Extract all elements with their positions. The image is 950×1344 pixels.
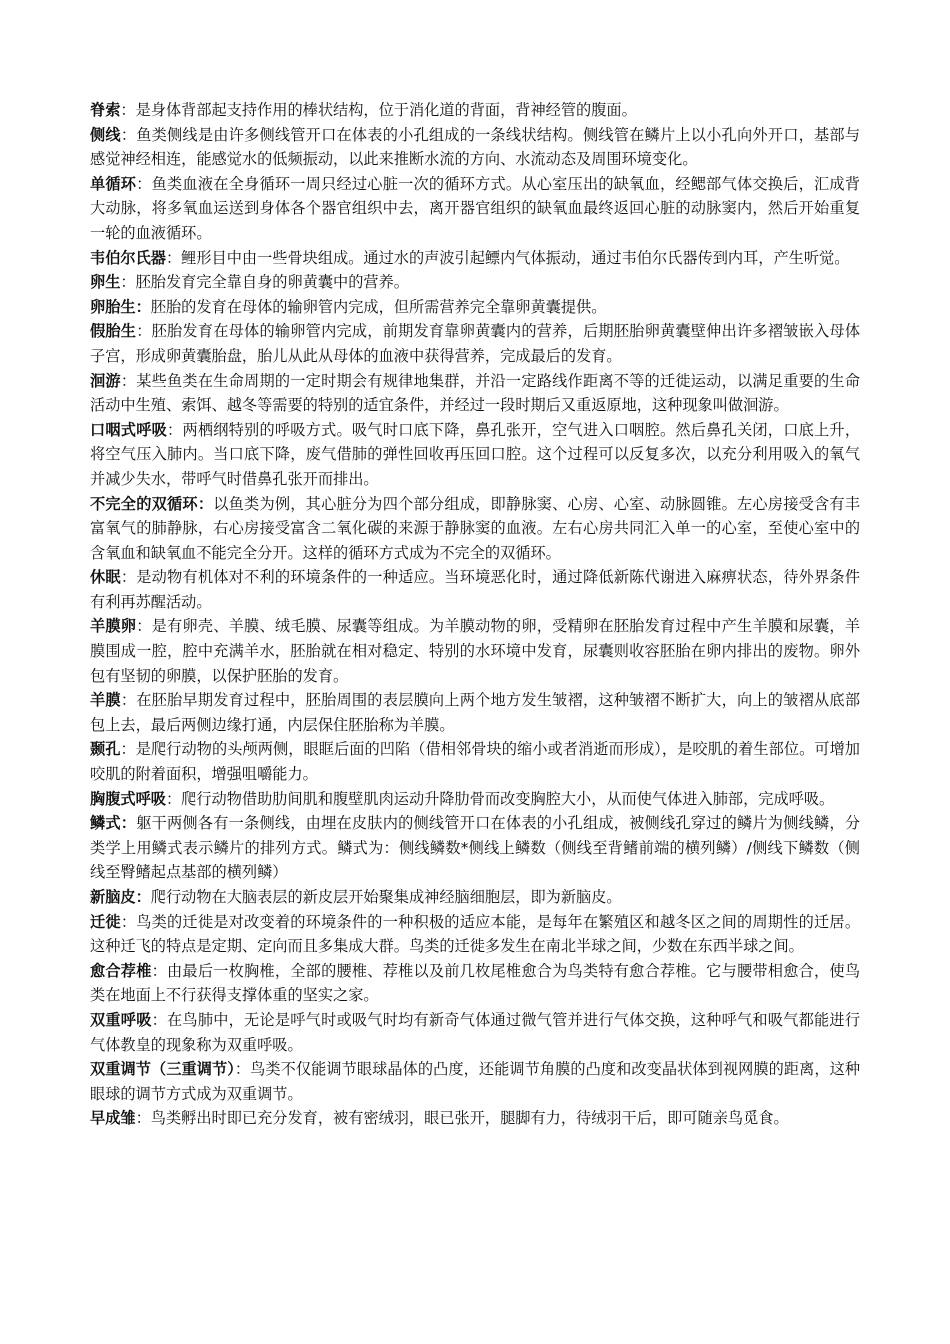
definition: 胚胎的发育在母体的输卵管内完成，但所需营养完全靠卵黄囊提供。: [150, 297, 607, 316]
separator: ：: [120, 912, 137, 931]
entry-amniotic-egg: [90, 614, 860, 688]
document-page: [90, 98, 860, 1131]
entry-dormancy: [90, 565, 860, 614]
entry-amnion: [90, 688, 860, 737]
entry-migration-fish: [90, 369, 860, 418]
definition: 鱼类血液在全身循环一周只经过心脏一次的循环方式。从心室压出的缺氧血，经鳃部气体交换后，汇成背大动脉，将多氧血运送到身体各个器官组织中去，离开器官组织的缺氧血最终返回心脏的动脉窦内，然后开始重复一轮的血液循环。: [90, 174, 861, 242]
separator: ：: [151, 1010, 168, 1029]
definition: 某些鱼类在生命周期的一定时期会有规律地集群，并沿一定路线作距离不等的迁徙运动，以满足重要的生命活动中生殖、索饵、越冬等需要的特别的适宜条件，并经过一段时期后又重返原地，这种现象叫做洄游。: [90, 371, 861, 415]
separator: ：: [151, 961, 168, 980]
entry-oviparity: [90, 270, 860, 295]
term: 假胎生: [90, 322, 137, 341]
term: 新脑皮：: [90, 888, 151, 906]
separator: ：: [120, 740, 136, 759]
definition: 胚胎发育在母体的输卵管内完成，前期发育靠卵黄囊内的营养，后期胚胎卵黄囊壁伸出许多褶皱嵌入母体子宫，形成卵黄囊胎盘，胎儿从此从母体的血液中获得营养，完成最后的发育。: [90, 322, 861, 365]
term: 不完全的双循环：: [90, 494, 214, 513]
separator: ：: [135, 1109, 151, 1128]
entry-incomplete-double-circulation: [90, 492, 860, 566]
entry-weberian-apparatus: [90, 246, 860, 271]
term: 侧线: [90, 125, 121, 144]
entry-synsacrum: [90, 959, 860, 1008]
term: 单循环: [90, 174, 137, 193]
entry-scale-formula: [90, 811, 860, 885]
term: 卵生: [90, 273, 121, 292]
term: 羊膜: [90, 691, 121, 710]
separator: ：: [165, 789, 182, 808]
term: 双重调节（三重调节）: [90, 1060, 235, 1079]
separator: ：: [136, 322, 152, 341]
entry-notochord: [90, 98, 860, 123]
definition: 爬行动物借助肋间肌和腹壁肌肉运动升降肋骨而改变胸腔大小，从而使气体进入肺部，完成呼吸。: [181, 789, 835, 808]
definition: 躯干两侧各有一条侧线，由埋在皮肤内的侧线管开口在体表的小孔组成，被侧线孔穿过的鳞片为侧线鳞，分类学上用鳞式表示鳞片的排列方式。鳞式为：侧线鳞数*侧线上鳞数（侧线至背鳍前端的横列鳞）/侧线下鳞数（侧线至臀鳍起点基部的横列鳞）: [90, 814, 861, 882]
term: 双重呼吸: [90, 1010, 152, 1029]
entry-double-accommodation: [90, 1057, 860, 1106]
definition: 鲤形目中由一些骨块组成。通过水的声波引起鳔内气体振动，通过韦伯尔氏器传到内耳，产生听觉。: [181, 248, 850, 267]
definition: 在鸟肺中，无论是呼气时或吸气时均有新奇气体通过微气管并进行气体交换，这种呼气和吸气都能进行气体教皇的现象称为双重呼吸。: [90, 1010, 861, 1054]
entry-buccopharyngeal-respiration: [90, 418, 860, 492]
separator: ：: [120, 273, 136, 292]
separator: ：: [120, 568, 137, 587]
separator: ：: [136, 617, 152, 636]
term: 韦伯尔氏器: [90, 248, 166, 267]
term: 脊索: [90, 101, 121, 119]
term: 卵胎生：: [90, 297, 151, 316]
separator: ：: [120, 125, 137, 144]
term: 颞孔: [90, 740, 121, 759]
term: 羊膜卵: [90, 617, 137, 636]
separator: ：: [120, 101, 136, 119]
entry-ovoviviparity: [90, 295, 860, 320]
definition: 在胚胎早期发育过程中，胚胎周围的表层膜向上两个地方发生皱褶，这种皱褶不断扩大，向上的皱褶从底部包上去，最后两侧边缘打通，内层保住胚胎称为羊膜。: [90, 691, 861, 734]
entry-temporal-fenestra: [90, 737, 860, 786]
entry-lateral-line: [90, 123, 860, 172]
term: 迁徙: [90, 912, 121, 931]
entry-pseudoviviparity: [90, 319, 860, 368]
separator: ：: [167, 420, 183, 439]
definition: 鱼类侧线是由许多侧线管开口在体表的小孔组成的一条线状结构。侧线管在鳞片上以小孔向外开口，基部与感觉神经相连，能感觉水的低频振动，以此来推断水流的方向、水流动态及周围环境变化。: [90, 125, 861, 169]
entry-neopallium: [90, 885, 860, 910]
definition: 是身体背部起支持作用的棒状结构，位于消化道的背面，背神经管的腹面。: [135, 101, 637, 119]
term: 胸腹式呼吸: [90, 789, 166, 808]
entry-precocial-chick: [90, 1106, 860, 1131]
entry-double-respiration: [90, 1008, 860, 1057]
term: 早成雏: [90, 1109, 136, 1128]
entry-single-circulation: [90, 172, 860, 246]
term: 休眠: [90, 568, 121, 587]
separator: ：: [165, 248, 182, 267]
separator: ：: [120, 371, 137, 390]
definition: 是动物有机体对不利的环境条件的一种适应。当环境恶化时，通过降低新陈代谢进入麻痹状态，待外界条件有利再苏醒活动。: [90, 568, 861, 611]
entry-thoracoabdominal-respiration: [90, 787, 860, 812]
definition: 鸟类的迁徙是对改变着的环境条件的一种积极的适应本能，是每年在繁殖区和越冬区之间的周期性的迁居。这种迁飞的特点是定期、定向而且多集成大群。鸟类的迁徙多发生在南北半球之间，少数在东西半球之间。: [90, 912, 861, 956]
term: 洄游: [90, 371, 121, 390]
definition: 以鱼类为例，其心脏分为四个部分组成，即静脉窦、心房、心室、动脉圆锥。左心房接受含有丰富氧气的肺静脉，右心房接受富含二氧化碳的来源于静脉窦的血液。左右心房共同汇入单一的心室，至使心室中的含氧血和缺氧血不能完全分开。这样的循环方式成为不完全的双循环。: [90, 494, 861, 562]
definition: 鸟类孵出时即已充分发育，被有密绒羽，眼已张开，腿脚有力，待绒羽干后，即可随亲鸟觅食。: [150, 1109, 789, 1128]
term: 愈合荐椎: [90, 961, 152, 980]
separator: ：: [120, 691, 137, 710]
definition: 是有卵壳、羊膜、绒毛膜、尿囊等组成。为羊膜动物的卵，受精卵在胚胎发育过程中产生羊膜和尿囊，羊膜围成一腔，腔中充满羊水，胚胎就在相对稳定、特别的水环境中发育，尿囊则收容胚胎在卵内排出的废物。卵外包有坚韧的卵膜，以保护胚胎的发育。: [90, 617, 861, 685]
definition: 鸟类不仅能调节眼球晶体的凸度，还能调节角膜的凸度和改变晶状体到视网膜的距离，这种眼球的调节方式成为双重调节。: [90, 1060, 861, 1103]
definition: 两栖纲特别的呼吸方式。吸气时口底下降，鼻孔张开，空气进入口咽腔。然后鼻孔关闭，口底上升，将空气压入肺内。当口底下降，废气借肺的弹性回收再压回口腔。这个过程可以反复多次，以充分利用吸入的氧气并减少失水，带呼气时借鼻孔张开而排出。: [90, 420, 861, 488]
separator: ：: [136, 174, 152, 193]
definition: 是爬行动物的头颅两侧，眼眶后面的凹陷（借相邻骨块的缩小或者消逝而形成），是咬肌的着生部位。可增加咬肌的附着面积，增强咀嚼能力。: [90, 740, 860, 784]
definition: 胚胎发育完全靠自身的卵黄囊中的营养。: [135, 273, 409, 292]
separator: ：: [234, 1060, 251, 1079]
definition: 由最后一枚胸椎，全部的腰椎、荐椎以及前几枚尾椎愈合为鸟类特有愈合荐椎。它与腰带相愈合，使鸟类在地面上不行获得支撑体重的坚实之家。: [90, 961, 861, 1005]
definition: 爬行动物在大脑表层的新皮层开始聚集成神经脑细胞层，即为新脑皮。: [150, 888, 622, 906]
term: 鳞式：: [90, 814, 137, 833]
term: 口咽式呼吸: [90, 420, 168, 439]
entry-migration-bird: [90, 910, 860, 959]
